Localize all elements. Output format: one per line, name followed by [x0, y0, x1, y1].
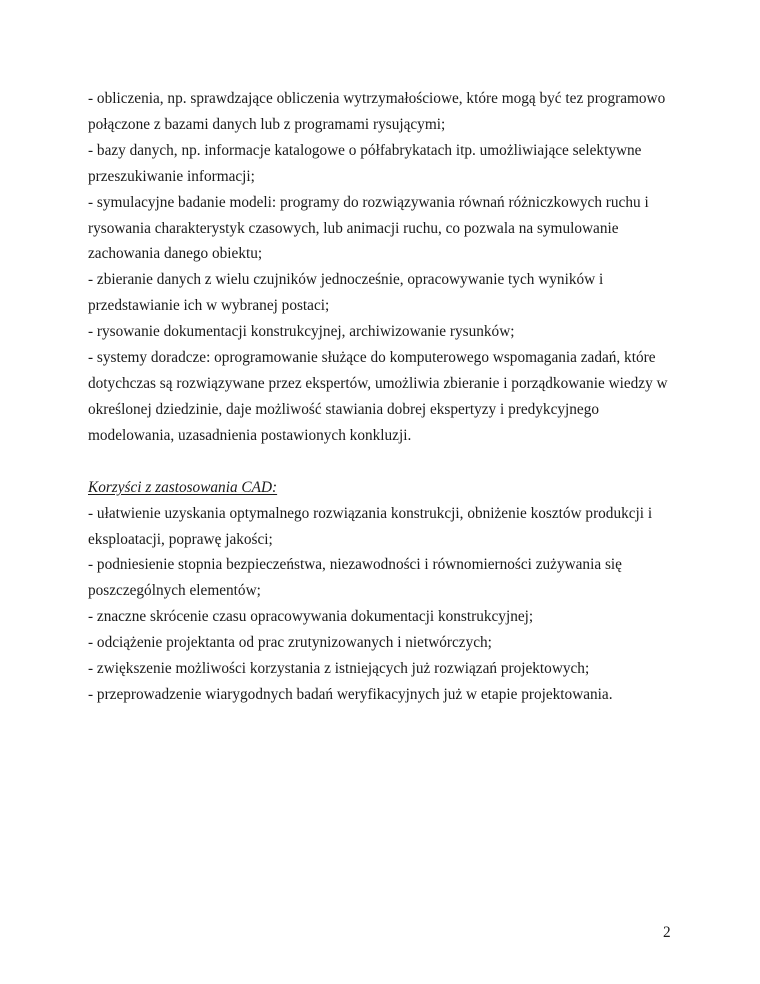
page-number: 2 — [663, 924, 671, 941]
text-line: - symulacyjne badanie modeli: programy do rozwiązywania równań różniczkowych ruchu i — [88, 193, 649, 211]
cad-applications-list — [88, 86, 688, 449]
text-line: - zwiększenie możliwości korzystania z istniejących już rozwiązań projektowych; — [88, 660, 590, 678]
text-line: określonej dziedzinie, daje możliwość stawiania dobrej ekspertyzy i predykcyjnego — [88, 400, 599, 418]
text-line: rysowania charakterystyk czasowych, lub animacji ruchu, co pozwala na symulowanie — [88, 219, 619, 237]
text-line: - przeprowadzenie wiarygodnych badań weryfikacyjnych już w etapie projektowania. — [88, 685, 613, 703]
text-line: zachowania danego obiektu; — [88, 245, 263, 263]
text-line: poszczególnych elementów; — [88, 582, 261, 600]
text-line: - obliczenia, np. sprawdzające obliczenia wytrzymałościowe, które mogą być tez programowo — [88, 90, 666, 107]
text-line: - ułatwienie uzyskania optymalnego rozwiązania konstrukcji, obniżenie kosztów produkcji i — [88, 504, 653, 522]
text-line: przedstawianie ich w wybranej postaci; — [88, 297, 330, 315]
cad-benefits-list — [88, 501, 688, 708]
text-line: - odciążenie projektanta od prac zrutynizowanych i nietwórczych; — [88, 634, 492, 652]
text-line: połączone z bazami danych lub z programami rysującymi; — [88, 115, 446, 133]
text-line: - podniesienie stopnia bezpieczeństwa, niezawodności i równomierności zużywania się — [88, 556, 622, 574]
text-line: dotychczas są rozwiązywane przez ekspertów, umożliwia zbieranie i porządkowanie wiedzy w — [88, 374, 668, 392]
text-line: eksploatacji, poprawę jakości; — [88, 530, 273, 548]
text-line: - bazy danych, np. informacje katalogowe o półfabrykatach itp. umożliwiające selektywne — [88, 141, 642, 159]
text-line: - rysowanie dokumentacji konstrukcyjnej, archiwizowanie rysunków; — [88, 323, 515, 341]
page-content — [88, 86, 688, 708]
text-line: - systemy doradcze: oprogramowanie służące do komputerowego wspomagania zadań, które — [88, 349, 656, 367]
text-line: przeszukiwanie informacji; — [88, 167, 255, 185]
text-line: modelowania, uzasadnienia postawionych konkluzji. — [88, 426, 412, 444]
text-line: - znaczne skrócenie czasu opracowywania dokumentacji konstrukcyjnej; — [88, 608, 534, 626]
section-heading: Korzyści z zastosowania CAD: — [88, 478, 278, 496]
text-line: - zbieranie danych z wielu czujników jednocześnie, opracowywanie tych wyników i — [88, 271, 604, 289]
